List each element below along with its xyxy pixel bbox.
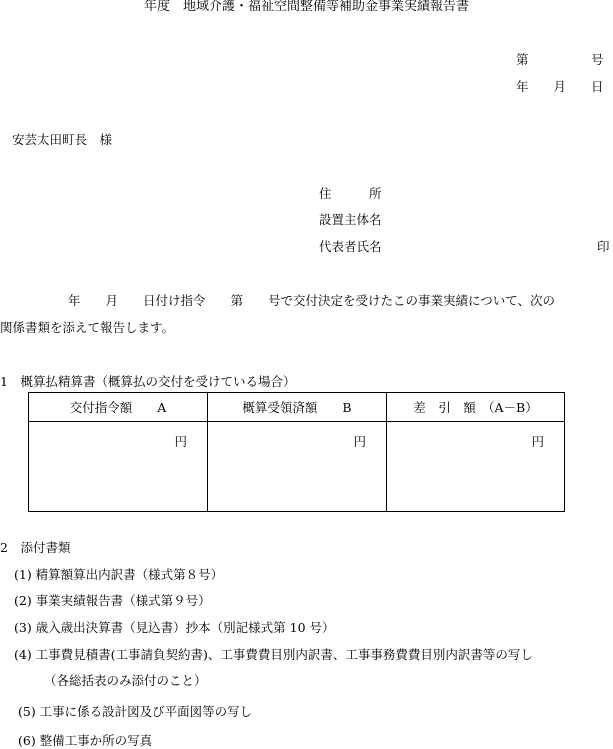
yen-unit: 円 xyxy=(174,434,187,449)
addressee: 安芸太田町長 様 xyxy=(12,132,113,147)
intro-line-1: 年 月 日付け指令 第 号で交付決定を受けたこの事業実績について、次の xyxy=(68,293,556,308)
settlement-table xyxy=(28,392,565,512)
difference-amount-cell xyxy=(387,422,565,512)
attachment-item-2: (2) 事業実績報告書（様式第９号） xyxy=(14,593,211,608)
attachment-item-1: (1) 精算額算出内訳書（様式第８号） xyxy=(14,567,224,582)
document-title: 年度 地域介護・福祉空間整備等補助金事業実績報告書 xyxy=(143,0,469,14)
attachment-item-4: (4) 工事費見積書(工事請負契約書)、工事費費目別内訳書、工事事務費費目別内訳書等の写し xyxy=(14,647,533,662)
yen-unit: 円 xyxy=(531,434,544,449)
address-label: 住 所 xyxy=(319,186,382,201)
column-header-difference: 差 引 額 （A－B） xyxy=(387,393,565,422)
attachment-item-6: (6) 整備工事か所の写真 xyxy=(18,733,153,748)
column-header-grant: 交付指令額 A xyxy=(29,393,208,422)
document-number: 第 号 xyxy=(516,52,604,67)
attachment-item-4-note: （各総括表のみ添付のこと） xyxy=(44,673,207,688)
intro-line-2: 関係書類を添えて報告します。 xyxy=(0,320,175,335)
document-date: 年 月 日 xyxy=(516,79,604,94)
section1-heading: 1 概算払精算書（概算払の交付を受けている場合） xyxy=(0,374,296,389)
column-header-received: 概算受領済額 B xyxy=(208,393,387,422)
table-header-row xyxy=(29,393,565,422)
attachment-item-5: (5) 工事に係る設計図及び平面図等の写し xyxy=(18,704,253,719)
section2-heading: 2 添付書類 xyxy=(0,540,71,555)
table-row xyxy=(29,422,565,512)
representative-label: 代表者氏名 xyxy=(319,239,382,254)
seal-mark: 印 xyxy=(597,239,610,254)
attachment-item-3: (3) 歳入歳出決算書（見込書）抄本（別記様式第 10 号） xyxy=(14,620,335,635)
yen-unit: 円 xyxy=(353,434,366,449)
grant-amount-cell xyxy=(29,422,208,512)
organization-label: 設置主体名 xyxy=(319,212,382,227)
received-amount-cell xyxy=(208,422,387,512)
